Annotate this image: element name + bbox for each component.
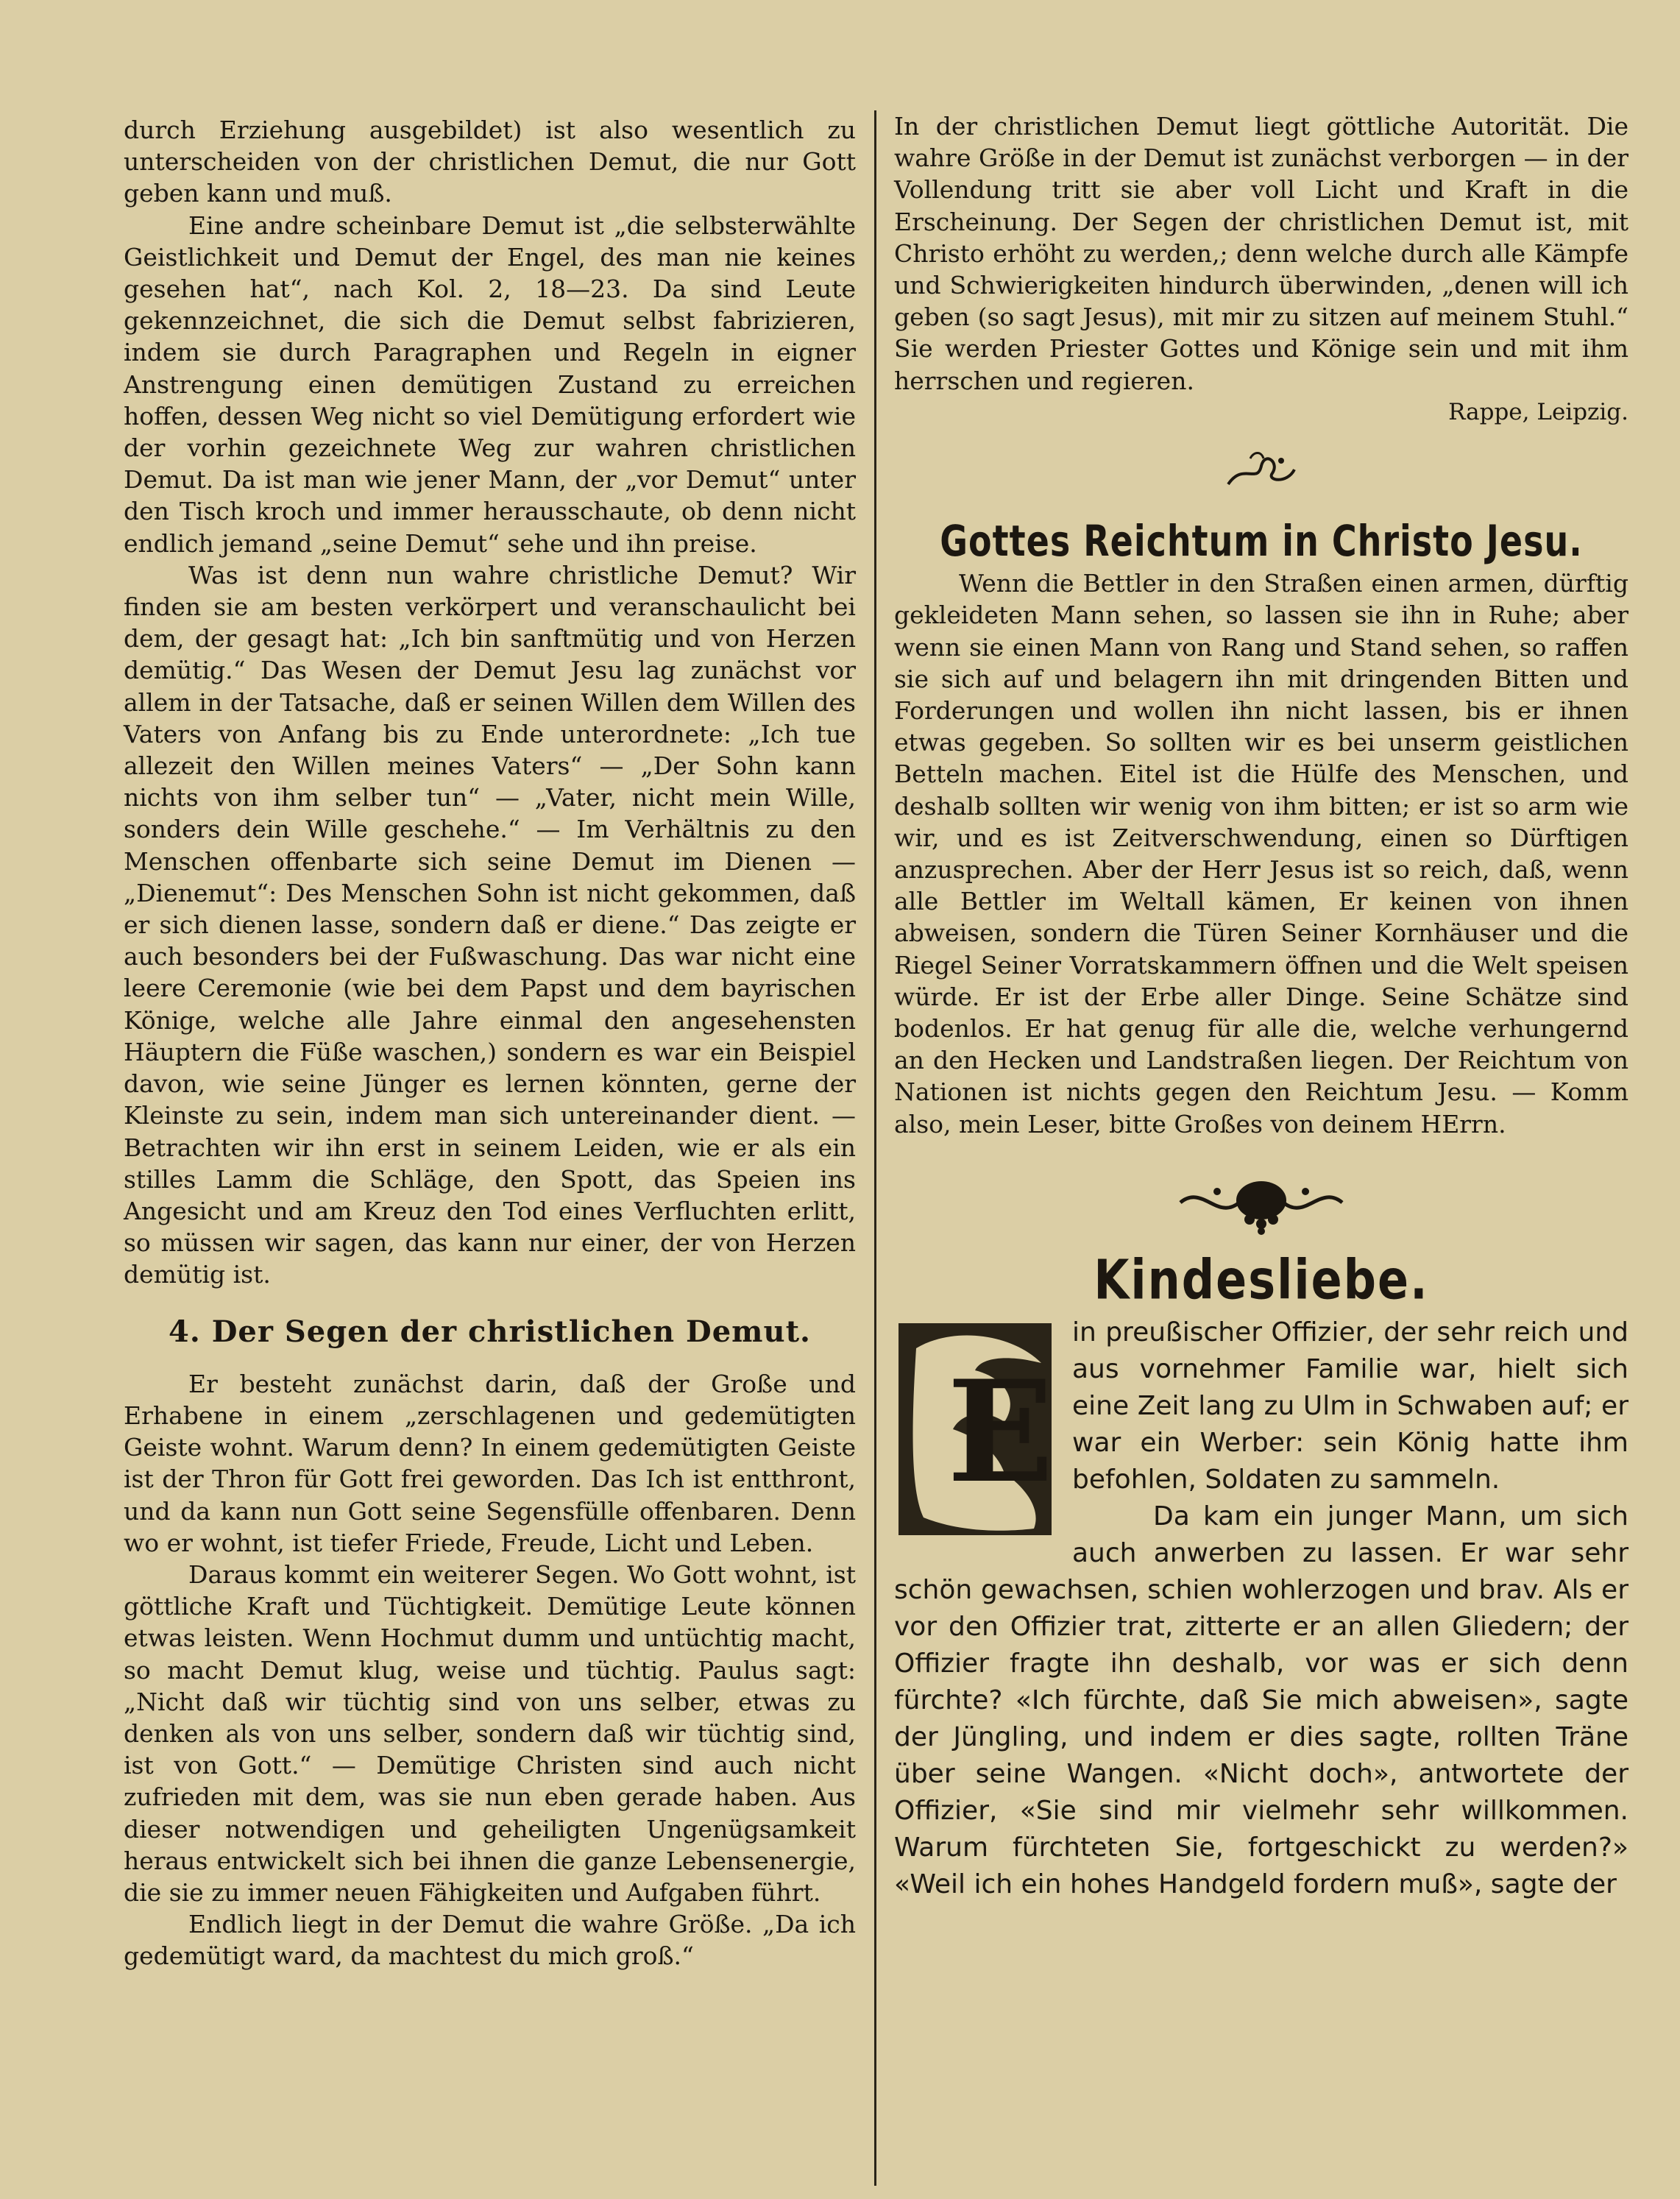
- kinder-paragraph-1: in preußischer Offizier, der sehr reich und aus vornehmer Familie war, hielt sich eine Zeit lang zu Ulm in Schwaben auf; er war ein Werber: sein König hatte ihm befohlen, Soldaten zu sammeln.: [1072, 1317, 1628, 1495]
- segen-paragraph-2: Daraus kommt ein weiterer Segen. Wo Gott wohnt, ist göttliche Kraft und Tüchtigkeit. Demütige Leute können etwas leisten. Wenn Hochmut dumm und untüchtig macht, so macht Demut klug, weise und tüchtig. Paulus sagt: „Nicht daß wir tüchtig sind von uns selber, etwas zu denken als von uns selber, sondern daß wir tüchtig sind, ist von Gott.“ — Demütige Christen sind auch nicht zufrieden mit dem, was sie nun eben gerade haben. Aus dieser notwendigen und geheiligten Ungenügsamkeit heraus entwickelt sich bei ihnen die ganze Lebensenergie, die sie zu immer neuen Fähigkeiten und Aufgaben führt.: [124, 1559, 856, 1907]
- heading-kindesliebe: Kindesliebe.: [1094, 1247, 1429, 1312]
- decorative-initial-e-icon: [894, 1319, 1056, 1540]
- segen-paragraph-3: Endlich liegt in der Demut die wahre Größe. „Da ich gedemütigt ward, da machtest du mich groß.“: [124, 1910, 856, 1971]
- segen-paragraph-1: Er besteht zunächst darin, daß der Große und Erhabene in einem „zerschlagenen und gedemütigten Geiste wohnt. Warum denn? In einem gedemütigten Geiste ist der Thron für Gott frei geworden. Das Ich ist entthront, und da kann nun Gott seine Segensfülle offenbaren. Denn wo er wohnt, ist tiefer Friede, Freude, Licht und Leben.: [124, 1369, 856, 1557]
- reichtum-paragraph: Wenn die Bettler in den Straßen einen armen, dürftig gekleideten Mann sehen, so lassen sie ihn in Ruhe; aber wenn sie einen Mann von Rang und Stand sehen, so raffen sie sich auf und belagern ihn mit dringenden Bitten und Forderungen und wollen ihn nicht lassen, bis er ihnen etwas gegeben. So sollten wir es bei unserm geistlichen Betteln machen. Eitel ist die Hülfe des Menschen, und deshalb sollten wir wenig von ihm bitten; er ist so arm wie wir, und es ist Zeitverschwendung, einen so Dürftigen anzusprechen. Aber der Herr Jesus ist so reich, daß, wenn alle Bettler im Weltall kämen, Er keinen von ihnen abweisen, sondern die Türen Seiner Kornhäuser und die Riegel Seiner Vorratskammern öffnen und die Welt speisen würde. Er ist der Erbe aller Dinge. Seine Schätze sind bodenlos. Er hat genug für alle die, welche verhungernd an den Hecken und Landstraßen liegen. Der Reichtum von Nationen ist nichts gegen den Reichtum Jesu. — Komm also, mein Leser, bitte Großes von deinem HErrn.: [894, 569, 1628, 1139]
- author-signature: Rappe, Leipzig.: [1448, 398, 1628, 425]
- column-divider: [874, 110, 876, 2186]
- kindesliebe-story: [894, 1314, 1628, 1903]
- small-ornament-icon: [894, 447, 1628, 499]
- left-column: [124, 114, 856, 1972]
- kinder-paragraph-2: Da kam ein junger Mann, um sich auch anwerben zu lassen. Er war sehr schön gewachsen, schien wohlerzogen und brav. Als er vor den Offizier trat, zitterte er an allen Gliedern; der Offizier fragte ihn deshalb, vor was er sich denn fürchte? «Ich fürchte, daß Sie mich abweisen», sagte der Jüngling, und indem er dies sagte, rollten Träne über seine Wangen. «Nicht doch», antwortete der Offizier, «Sie sind mir vielmehr sehr willkommen. Warum fürchteten Sie, fortgeschickt zu werden?» «Weil ich ein hohes Handgeld fordern muß», sagte der: [894, 1501, 1628, 1900]
- right-column: [894, 110, 1628, 1903]
- heading-gottes-reichtum: Gottes Reichtum in Christo Jesu.: [940, 516, 1583, 566]
- right-paragraph-1: In der christlichen Demut liegt göttliche Autorität. Die wahre Größe in der Demut ist zunächst verborgen — in der Vollendung tritt sie aber voll Licht und Kraft in die Erscheinung. Der Segen der christlichen Demut ist, mit Christo erhöht zu werden,; denn welche durch alle Kämpfe und Schwierigkeiten hindurch überwinden, „denen will ich geben (so sagt Jesus), mit mir zu sitzen auf meinem Stuhl.“ Sie werden Priester Gottes und Könige sein und mit ihm herrschen und regieren.: [894, 112, 1628, 395]
- floral-ornament-icon: [894, 1169, 1628, 1250]
- left-paragraph-1: durch Erziehung ausgebildet) ist also wesentlich zu unterscheiden von der christlichen Demut, die nur Gott geben kann und muß.: [124, 116, 856, 208]
- left-paragraph-2: Eine andre scheinbare Demut ist „die selbsterwählte Geistlichkeit und Demut der Engel, des man nie keines gesehen hat“, nach Kol. 2, 18—23. Da sind Leute gekennzeichnet, die sich die Demut selbst fabrizieren, indem sie durch Paragraphen und Regeln in eigner Anstrengung einen demütigen Zustand zu erreichen hoffen, dessen Weg nicht so viel Demütigung erfordert wie der vorhin gezeichnete Weg zur wahren christlichen Demut. Da ist man wie jener Mann, der „vor Demut“ unter den Tisch kroch und immer herausschaute, ob denn nicht endlich jemand „seine Demut“ sehe und ihn preise.: [124, 210, 856, 558]
- initial-letter: E: [947, 1350, 1054, 1515]
- section-heading-segen: 4. Der Segen der christlichen Demut.: [169, 1314, 811, 1349]
- left-paragraph-3: Was ist denn nun wahre christliche Demut? Wir finden sie am besten verkörpert und veranschaulicht bei dem, der gesagt hat: „Ich bin sanftmütig und von Herzen demütig.“ Das Wesen der Demut Jesu lag zunächst vor allem in der Tatsache, daß er seinen Willen dem Willen des Vaters von Anfang bis zu Ende unterordnete: „Ich tue allezeit den Willen meines Vaters“ — „Der Sohn kann nichts von ihm selber tun“ — „Vater, nicht mein Wille, sonders dein Wille geschehe.“ — Im Verhältnis zu den Menschen offenbarte sich seine Demut im Dienen — „Dienemut“: Des Menschen Sohn ist nicht gekommen, daß er sich dienen lasse, sondern daß er diene.“ Das zeigte er auch besonders bei der Fußwaschung. Das war nicht eine leere Ceremonie (wie bei dem Papst und dem bayrischen Könige, welche alle Jahre einmal den angesehensten Häuptern die Füße waschen,) sondern es war ein Beispiel davon, wie seine Jünger es lernen könnten, gerne der Kleinste zu sein, indem man sich untereinander dient. — Betrachten wir ihn erst in seinem Leiden, wie er als ein stilles Lamm die Schläge, den Spott, das Speien ins Angesicht und am Kreuz den Tod eines Verfluchten erlitt, so müssen wir sagen, das kann nur einer, der von Herzen demütig ist.: [124, 560, 856, 1289]
